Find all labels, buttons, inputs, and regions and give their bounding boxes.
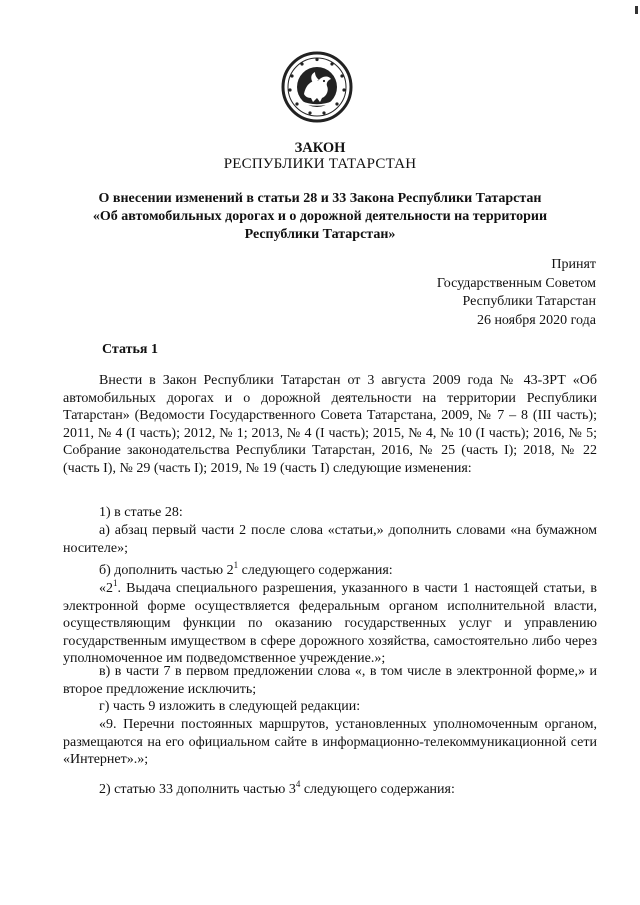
adoption-line: Принят: [551, 257, 596, 272]
item-1b-superscript: 1: [233, 560, 239, 570]
adoption-line: Республики Татарстан: [462, 294, 596, 309]
quoted-part-2-1: [63, 575, 597, 668]
adoption-line: Государственным Советом: [436, 275, 596, 291]
item-1b-text-end: следующего содержания:: [238, 563, 393, 578]
quote-superscript: 1: [113, 578, 118, 588]
quote-number: «2: [99, 581, 113, 596]
item-2-superscript: 4: [295, 779, 301, 789]
item-2-text: 2) статью 33 дополнить частью 3: [99, 782, 296, 797]
article-heading: Статья 1: [102, 342, 158, 357]
quote-text: . Выдача специального разрешения, указанного в части 1 настоящей статьи, в электронной форме осуществляется федеральным органом исполнительной власти, осуществляющим функции по оказанию государственных услуг и управлению государственным имуществом в сфере дорожного хозяйства, самостоятельно либо через уполномоченное им подведомственное учреждение.»;: [63, 581, 597, 667]
article-item-2: [63, 776, 597, 799]
article-item-1: 1) в статье 28:: [99, 505, 183, 520]
document-title: ЗАКОН: [294, 140, 346, 156]
article-item-1g: г) часть 9 изложить в следующей редакции:: [99, 699, 361, 714]
article-item-1v: в) в части 7 в первом предложении слова «, в том числе в электронной форме,» и второе предложение исключить;: [63, 664, 597, 697]
document-title-republic: РЕСПУБЛИКИ ТАТАРСТАН: [223, 156, 417, 172]
article-intro-paragraph: Внести в Закон Республики Татарстан от 3 августа 2009 года № 43-ЗРТ «Об автомобильных дорогах и о дорожной деятельности на территории Республики Татарстан» (Ведомости Государственного Совета Татарстана, 2009, № 7 – 8 (III часть); 2011, № 4 (I часть); 2012, № 1; 2013, № 4 (I часть); 2015, № 4, № 10 (I часть); 2016, № 5; Собрание законодательства Республики Татарстан, 2016, № 25 (часть I); 2018, № 22 (часть I), № 29 (часть I); 2019, № 19 (часть I) следующие изменения:: [63, 373, 597, 476]
adoption-block: [437, 256, 596, 330]
scan-mark: [635, 6, 638, 14]
law-subject-line: «Об автомобильных дорогах и о дорожной деятельности на территории: [92, 209, 548, 224]
item-2-text-end: следующего содержания:: [300, 782, 455, 797]
law-subject-line: Республики Татарстан»: [244, 227, 396, 242]
law-subject: [0, 190, 640, 244]
item-1b-text: б) дополнить частью 2: [99, 563, 234, 578]
tatarstan-emblem-icon: [280, 50, 354, 124]
quoted-part-9: «9. Перечни постоянных маршрутов, установленных уполномоченным органом, размещаются на его официальном сайте в информационно-телекоммуникационной сети «Интернет».»;: [63, 717, 597, 768]
adoption-date: 26 ноября 2020 года: [476, 312, 596, 328]
law-subject-line: О внесении изменений в статьи 28 и 33 Закона Республики Татарстан: [98, 191, 542, 206]
article-item-1a: а) абзац первый части 2 после слова «статьи,» дополнить словами «на бумажном носителе»;: [63, 523, 597, 556]
